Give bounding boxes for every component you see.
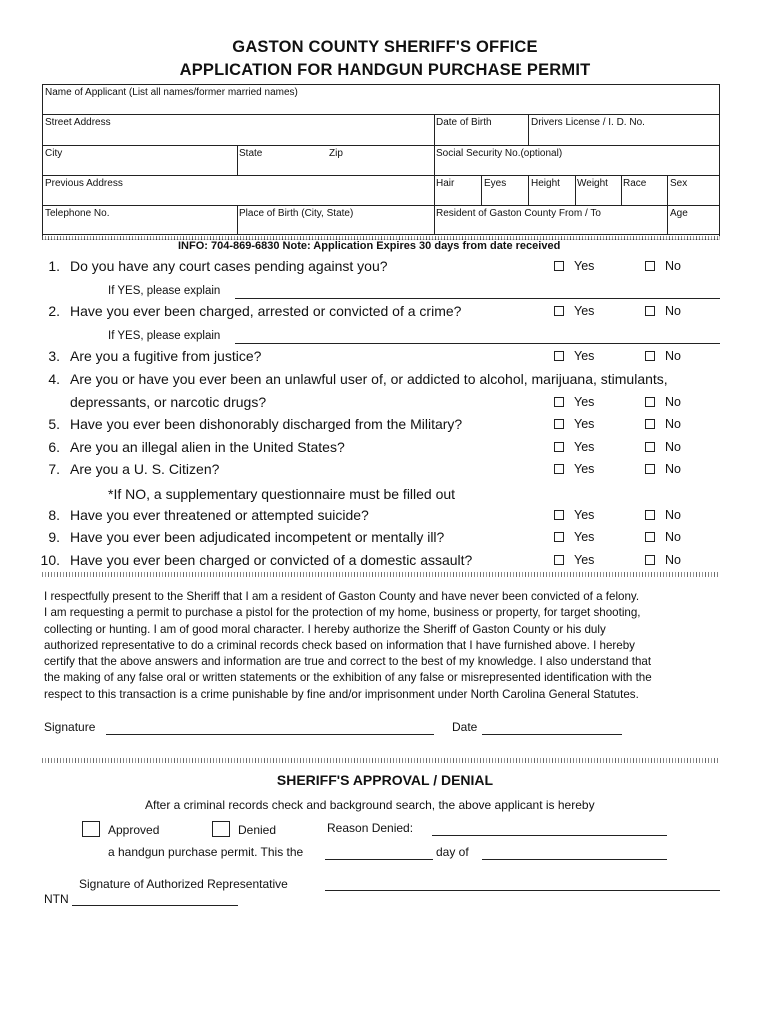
q8-no-checkbox[interactable]: No	[645, 508, 681, 522]
sex-field[interactable]: Sex	[670, 178, 688, 189]
applicant-info-grid	[42, 84, 720, 240]
approval-intro: After a criminal records check and background search, the above applicant is hereby	[145, 798, 595, 812]
state-field[interactable]: State	[239, 148, 263, 159]
question-number: 6.	[48, 439, 60, 455]
question-number: 8.	[48, 507, 60, 523]
question-4-continued: depressants, or narcotic drugs?	[70, 394, 267, 410]
statement-line: respect to this transaction is a crime punishable by fine and/or imprisonment under North Carolina General Statutes.	[44, 687, 639, 701]
reason-denied-label: Reason Denied:	[327, 821, 414, 835]
question-text: Are you an illegal alien in the United States?	[70, 439, 345, 455]
date-line[interactable]	[482, 734, 622, 735]
q3-no-checkbox[interactable]: No	[645, 349, 681, 363]
question-text: Are you a U. S. Citizen?	[70, 461, 220, 477]
checkbox-icon	[554, 555, 564, 565]
checkbox-icon	[554, 306, 564, 316]
question-number: 10.	[40, 552, 60, 568]
question-7-note: *If NO, a supplementary questionnaire must be filled out	[108, 486, 456, 502]
q5-yes-checkbox[interactable]: Yes	[554, 417, 594, 431]
name-field[interactable]: Name of Applicant (List all names/former married names)	[45, 87, 298, 98]
q4-yes-checkbox[interactable]: Yes	[554, 395, 594, 409]
checkbox-icon	[645, 442, 655, 452]
checkbox-icon	[645, 510, 655, 520]
q10-no-checkbox[interactable]: No	[645, 553, 681, 567]
date-of-birth-field[interactable]: Date of Birth	[436, 117, 492, 128]
q4-no-checkbox[interactable]: No	[645, 395, 681, 409]
street-address-field[interactable]: Street Address	[45, 117, 111, 128]
checkbox-icon	[554, 464, 564, 474]
checkbox-icon	[554, 510, 564, 520]
signature-label: Signature	[44, 720, 96, 734]
checkbox-icon	[212, 821, 230, 837]
place-of-birth-field[interactable]: Place of Birth (City, State)	[239, 208, 354, 219]
statement-line: certify that the above answers and information are true and correct to the best of my knowledge. I also understand that	[44, 655, 652, 669]
weight-field[interactable]: Weight	[577, 178, 608, 189]
checkbox-icon	[554, 419, 564, 429]
question-number: 5.	[48, 416, 60, 432]
checkbox-icon	[645, 555, 655, 565]
day-of-label: day of	[436, 845, 469, 859]
question-number: 1.	[48, 258, 60, 274]
checkbox-icon	[645, 306, 655, 316]
question-text: Have you ever been dishonorably discharged from the Military?	[70, 416, 463, 432]
question-text: Have you ever been charged, arrested or convicted of a crime?	[70, 303, 462, 319]
checkbox-icon	[645, 419, 655, 429]
q1-yes-checkbox[interactable]: Yes	[554, 259, 594, 273]
statement-line: the making of any false oral or written statements or the exhibition of any false or misrepresented identification with the	[44, 671, 652, 685]
permit-month-line[interactable]	[482, 859, 667, 860]
question-text: Have you ever threatened or attempted suicide?	[70, 507, 369, 523]
checkbox-icon	[554, 532, 564, 542]
hair-field[interactable]: Hair	[436, 178, 455, 189]
question-text: Have you ever been charged or convicted of a domestic assault?	[70, 552, 473, 568]
resident-from-to-field[interactable]: Resident of Gaston County From / To	[436, 208, 601, 219]
height-field[interactable]: Height	[531, 178, 560, 189]
zip-field[interactable]: Zip	[329, 148, 343, 159]
race-field[interactable]: Race	[623, 178, 647, 189]
checkbox-icon	[554, 351, 564, 361]
approved-checkbox[interactable]: Approved	[82, 821, 159, 837]
statement-line: I am requesting a permit to purchase a pistol for the protection of my home, business or property, for target shooting,	[44, 606, 641, 620]
eyes-field[interactable]: Eyes	[484, 178, 507, 189]
authorized-signature-label: Signature of Authorized Representative	[79, 877, 288, 891]
q1-explain-line[interactable]	[235, 298, 720, 299]
checkbox-icon	[554, 261, 564, 271]
denied-checkbox[interactable]: Denied	[212, 821, 276, 837]
statement-line: I respectfully present to the Sheriff that I am a resident of Gaston County and have never been convicted of a felony.	[44, 590, 640, 603]
permit-day-line[interactable]	[325, 859, 433, 860]
checkbox-icon	[554, 397, 564, 407]
age-field[interactable]: Age	[670, 208, 688, 219]
form-title-line1: GASTON COUNTY SHERIFF'S OFFICE	[232, 38, 538, 56]
checkbox-icon	[645, 261, 655, 271]
question-number: 3.	[48, 348, 60, 364]
question-text: Do you have any court cases pending against you?	[70, 258, 388, 274]
previous-address-field[interactable]: Previous Address	[45, 178, 123, 189]
info-line: INFO: 704-869-6830 Note: Application Expires 30 days from date received	[178, 240, 561, 252]
checkbox-icon	[645, 532, 655, 542]
question-number: 9.	[48, 529, 60, 545]
reason-denied-line[interactable]	[432, 835, 667, 836]
city-field[interactable]: City	[45, 148, 63, 159]
checkbox-icon	[645, 464, 655, 474]
form-title-line2: APPLICATION FOR HANDGUN PURCHASE PERMIT	[179, 61, 591, 79]
q1-explain-label: If YES, please explain	[108, 285, 221, 297]
q5-no-checkbox[interactable]: No	[645, 417, 681, 431]
scan-noise-divider	[42, 572, 720, 577]
q2-explain-line[interactable]	[235, 343, 720, 344]
question-text: Are you or have you ever been an unlawful user of, or addicted to alcohol, marijuana, stimulants,	[70, 371, 668, 387]
question-text: Have you ever been adjudicated incompetent or mentally ill?	[70, 529, 445, 545]
permit-text: a handgun purchase permit. This the	[108, 845, 304, 859]
q9-no-checkbox[interactable]: No	[645, 530, 681, 544]
q8-yes-checkbox[interactable]: Yes	[554, 508, 594, 522]
signature-line[interactable]	[106, 734, 434, 735]
checkbox-icon	[82, 821, 100, 837]
q7-no-checkbox[interactable]: No	[645, 462, 681, 476]
authorized-signature-line[interactable]	[325, 890, 720, 891]
scan-noise-divider	[42, 758, 720, 763]
q9-yes-checkbox[interactable]: Yes	[554, 530, 594, 544]
ntn-label: NTN	[44, 892, 69, 906]
statement-paragraph	[44, 589, 652, 703]
question-number: 7.	[48, 461, 60, 477]
date-label: Date	[452, 720, 478, 734]
q3-yes-checkbox[interactable]: Yes	[554, 349, 594, 363]
ssn-field[interactable]: Social Security No.(optional)	[436, 148, 563, 159]
q2-explain-label: If YES, please explain	[108, 330, 221, 342]
question-number: 2.	[48, 303, 60, 319]
q2-yes-checkbox[interactable]: Yes	[554, 304, 594, 318]
question-text: Are you a fugitive from justice?	[70, 348, 262, 364]
drivers-license-field[interactable]: Drivers License / I. D. No.	[531, 117, 645, 128]
checkbox-icon	[554, 442, 564, 452]
statement-line: collecting or hunting. I am of good moral character. I hereby authorize the Sheriff of Gaston County or his duly	[44, 622, 606, 636]
q7-yes-checkbox[interactable]: Yes	[554, 462, 594, 476]
q6-no-checkbox[interactable]: No	[645, 440, 681, 454]
q10-yes-checkbox[interactable]: Yes	[554, 553, 594, 567]
ntn-line[interactable]	[72, 905, 238, 906]
checkbox-icon	[645, 397, 655, 407]
checkbox-icon	[645, 351, 655, 361]
telephone-field[interactable]: Telephone No.	[45, 208, 110, 219]
q6-yes-checkbox[interactable]: Yes	[554, 440, 594, 454]
approval-section-title: SHERIFF'S APPROVAL / DENIAL	[276, 772, 494, 788]
q2-no-checkbox[interactable]: No	[645, 304, 681, 318]
question-number: 4.	[48, 371, 60, 387]
q1-no-checkbox[interactable]: No	[645, 259, 681, 273]
statement-line: authorized representative to do a criminal records check based on information that I have furnished above. I hereby	[44, 638, 635, 652]
